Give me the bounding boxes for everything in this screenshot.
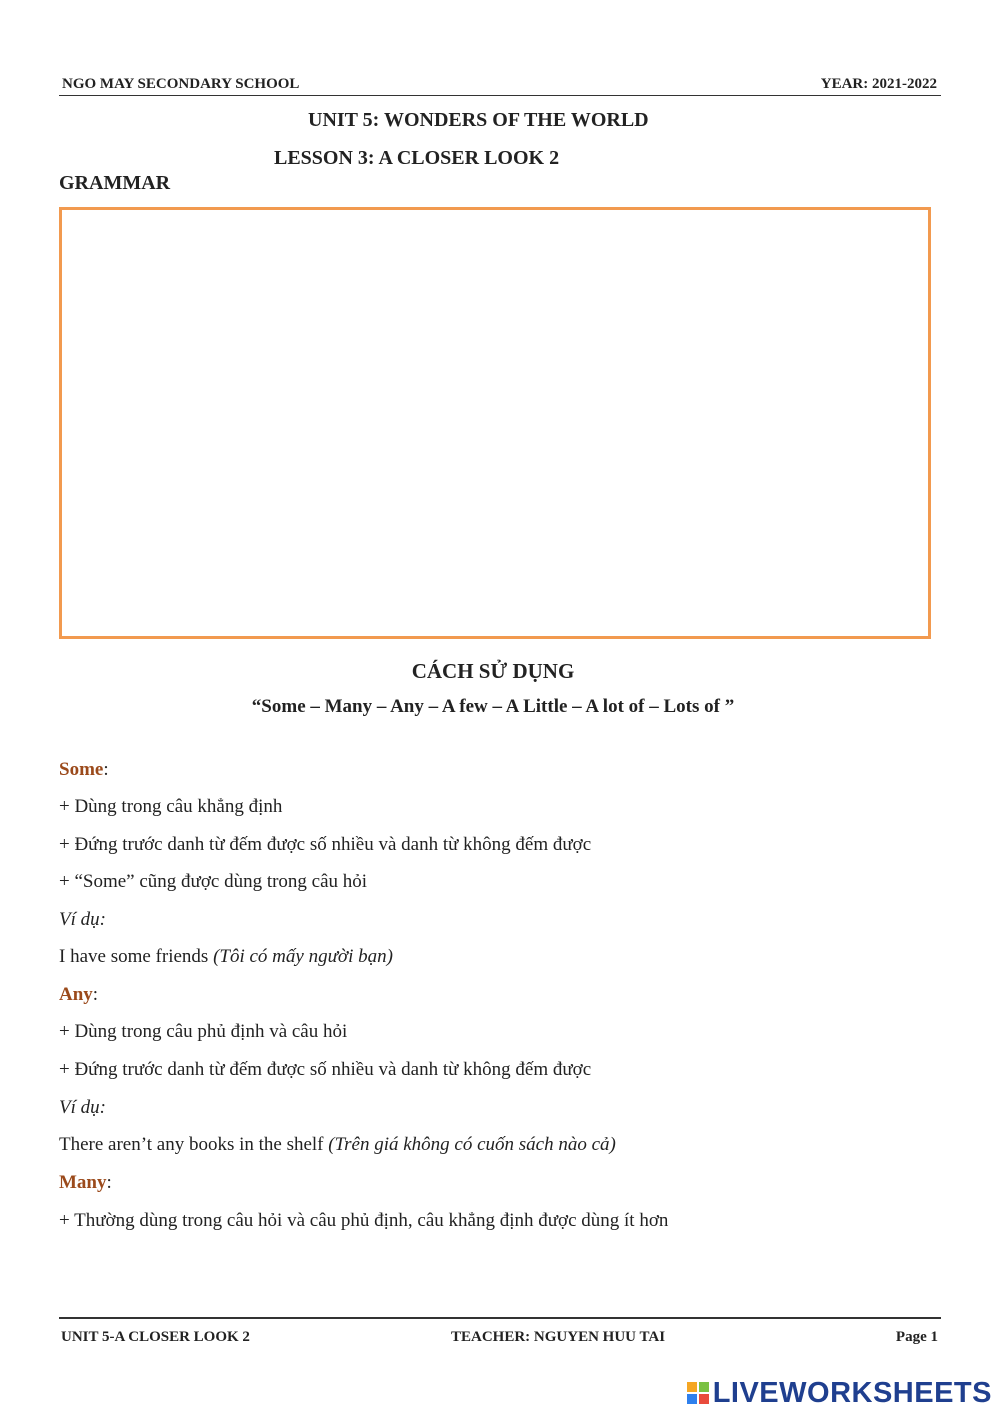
footer-page: Page 1 bbox=[895, 1329, 938, 1345]
usage-subheading: “Some – Many – Any – A few – A Little – A lot of – Lots of ” bbox=[251, 696, 735, 717]
many-heading: Many: bbox=[59, 1172, 112, 1193]
usage-heading: CÁCH SỬ DỤNG bbox=[411, 659, 575, 683]
header-divider bbox=[59, 95, 941, 96]
any-example-label: Ví dụ: bbox=[59, 1097, 106, 1118]
liveworksheets-logo-icon bbox=[687, 1382, 709, 1404]
any-rule: + Dùng trong câu phủ định và câu hỏi bbox=[59, 1021, 348, 1042]
many-term: Many bbox=[59, 1172, 107, 1193]
some-heading: Some: bbox=[59, 759, 109, 780]
unit-title: UNIT 5: WONDERS OF THE WORLD bbox=[308, 109, 649, 131]
school-name: NGO MAY SECONDARY SCHOOL bbox=[62, 76, 300, 92]
some-example-translation: (Tôi có mấy người bạn) bbox=[213, 946, 393, 967]
footer-teacher: TEACHER: NGUYEN HUU TAI bbox=[451, 1329, 666, 1345]
liveworksheets-text: LIVEWORKSHEETS bbox=[712, 1376, 992, 1409]
school-year: YEAR: 2021-2022 bbox=[820, 76, 937, 92]
any-rule: + Đứng trước danh từ đếm được số nhiều và danh từ không đếm được bbox=[59, 1059, 592, 1080]
any-example-sentence: There aren’t any books in the shelf bbox=[59, 1134, 329, 1155]
some-example-label: Ví dụ: bbox=[59, 909, 106, 930]
grammar-box bbox=[59, 207, 931, 639]
some-rule: + Dùng trong câu khẳng định bbox=[59, 796, 283, 817]
any-example bbox=[59, 1134, 616, 1156]
any-term: Any bbox=[59, 984, 93, 1005]
footer-divider bbox=[59, 1317, 941, 1319]
some-term: Some bbox=[59, 759, 104, 780]
lesson-title: LESSON 3: A CLOSER LOOK 2 bbox=[274, 147, 560, 169]
some-example-sentence: I have some friends bbox=[59, 946, 214, 967]
some-rule: + “Some” cũng được dùng trong câu hỏi bbox=[59, 871, 368, 892]
footer-unit: UNIT 5-A CLOSER LOOK 2 bbox=[61, 1329, 250, 1345]
many-rule: + Thường dùng trong câu hỏi và câu phủ định, câu khẳng định được dùng ít hơn bbox=[59, 1210, 669, 1231]
section-title: GRAMMAR bbox=[59, 172, 171, 194]
some-rule: + Đứng trước danh từ đếm được số nhiều và danh từ không đếm được bbox=[59, 834, 592, 855]
some-example bbox=[59, 946, 393, 968]
any-example-translation: (Trên giá không có cuốn sách nào cả) bbox=[328, 1134, 616, 1155]
liveworksheets-watermark bbox=[687, 1376, 992, 1410]
any-heading: Any: bbox=[59, 984, 99, 1005]
